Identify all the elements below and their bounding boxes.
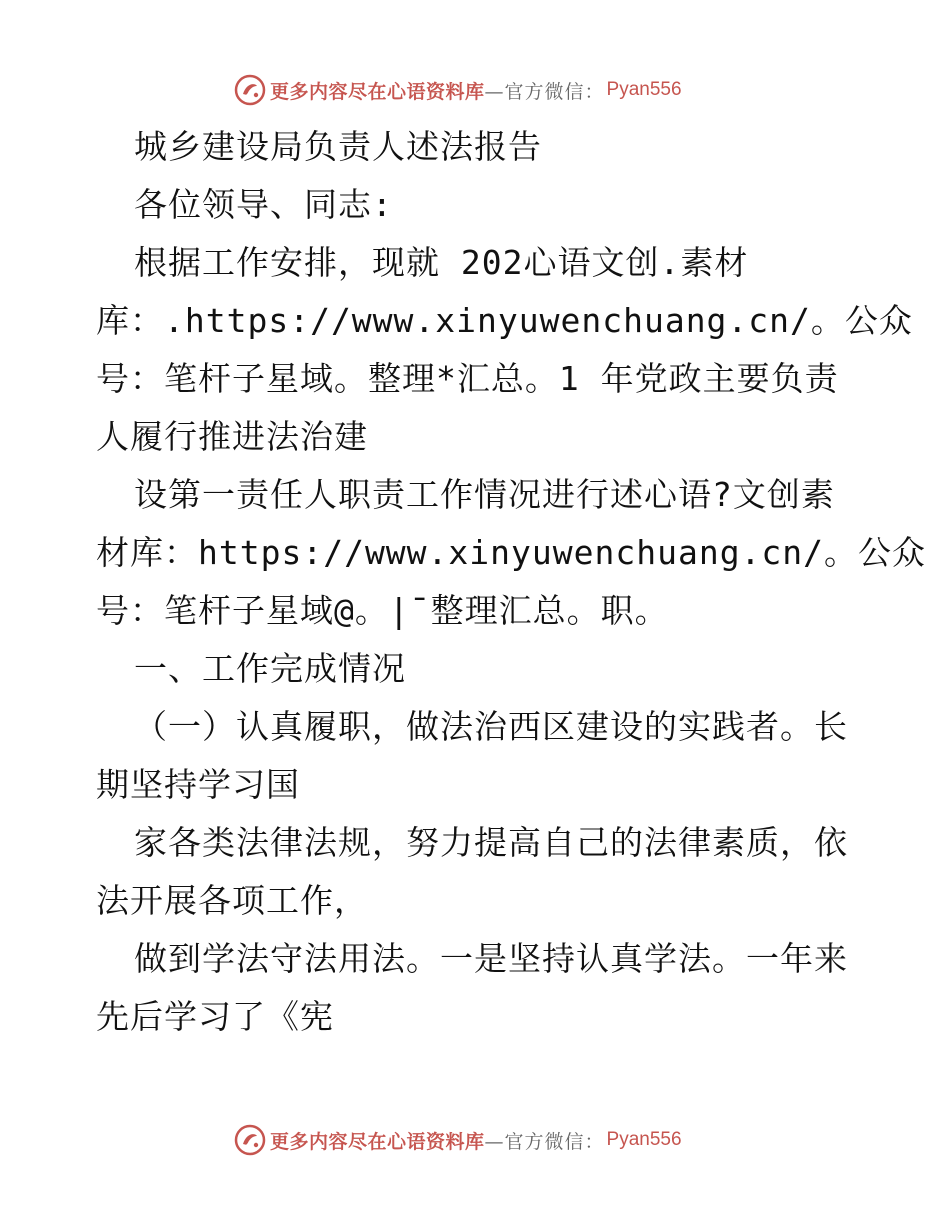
footer-watermark-banner [234,1122,724,1158]
banner-wechat-id: Pyan556 [606,1129,682,1150]
banner-wechat-label: —官方微信： [484,1130,605,1153]
paragraph-line: 号：笔杆子星域@。|¯整理汇总。职。 [96,591,669,630]
paragraph-line: 人履行推进法治建 [96,417,368,456]
salutation: 各位领导、同志: [134,185,393,224]
paragraph-line: 先后学习了《宪 [96,997,334,1036]
document-title: 城乡建设局负责人述法报告 [134,127,542,166]
paragraph-line: 做到学法守法用法。一是坚持认真学法。一年来 [134,939,848,978]
header-watermark-banner [234,72,724,108]
banner-library-text: 更多内容尽在心语资料库 [270,80,485,103]
flower-logo-icon [234,1124,266,1156]
paragraph-line: 期坚持学习国 [96,765,300,804]
section-heading: 一、工作完成情况 [134,649,406,688]
banner-wechat-id: Pyan556 [606,79,682,100]
flower-logo-icon [234,74,266,106]
paragraph-line: 设第一责任人职责工作情况进行述心语?文创素 [134,475,835,514]
paragraph-line: 号：笔杆子星域。整理*汇总。1 年党政主要负责 [96,359,839,398]
paragraph-line: 材库：https://www.xinyuwenchuang.cn/。公众 [96,533,927,572]
document-body [96,118,927,1046]
paragraph-line: 根据工作安排，现就 202心语文创.素材 [134,243,749,282]
paragraph-line: 家各类法律法规，努力提高自己的法律素质，依 [134,823,848,862]
paragraph-line: 库：.https://www.xinyuwenchuang.cn/。公众 [96,301,913,340]
banner-library-text: 更多内容尽在心语资料库 [270,1130,485,1153]
banner-wechat-label: —官方微信： [484,80,605,103]
paragraph-line: 法开展各项工作， [96,881,368,920]
subsection-heading: （一）认真履职，做法治西区建设的实践者。长 [134,707,848,746]
